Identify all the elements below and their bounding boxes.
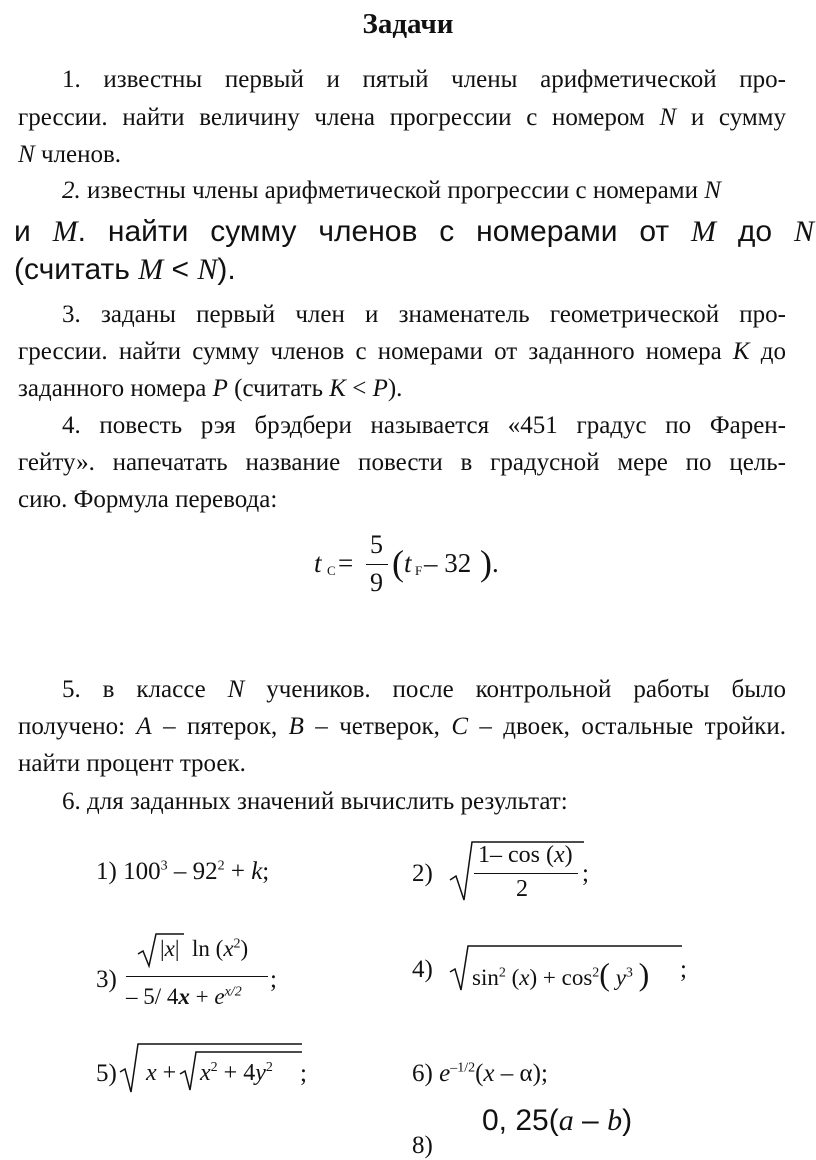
task-6-line-1: 6. для заданных значений вычислить результат: — [62, 788, 568, 815]
text: до — [749, 338, 786, 365]
task-1-line-2 — [18, 100, 786, 136]
fraction-bar — [366, 564, 388, 565]
var-k: k — [251, 858, 263, 885]
var-e: e — [439, 1060, 451, 1087]
label: 6) — [412, 1060, 433, 1087]
var-p: P — [212, 375, 228, 402]
task-3-line-1: 3. заданы первый член и знаменатель геометрической про- — [62, 301, 786, 328]
expression-3 — [96, 930, 296, 1020]
var-m: M — [691, 215, 717, 248]
var-n: N — [794, 215, 815, 248]
label: 8) — [412, 1132, 433, 1159]
task-4-line-1: 4. повесть рэя брэдбери называется «451 градус по Фарен- — [62, 412, 786, 439]
fraction-numerator: 0, 25(a – b) — [482, 1104, 633, 1137]
text: . найти сумму членов с номерами от — [77, 215, 692, 248]
text: < — [163, 253, 198, 286]
exponent: –1/2 — [450, 1060, 476, 1076]
text: ; — [262, 858, 270, 885]
fraction-denominator: 9 — [370, 568, 383, 597]
subscript-f: F — [415, 563, 423, 578]
text: членов. — [34, 141, 122, 168]
var-n: N — [18, 141, 35, 168]
text: до — [716, 215, 795, 248]
expression-6: 6) $e^{-1/2}(x - \alpha)$; — [412, 1060, 548, 1087]
task-2-line-3 — [14, 252, 236, 288]
label: 4) — [412, 956, 433, 983]
text: + — [224, 858, 252, 885]
text: < — [345, 375, 373, 402]
expression-5: 5) x + $x^2 + 4y^2$ ; — [96, 1040, 356, 1100]
task-1-line-1: 1. известны первый и пятый члены арифметической про- — [62, 66, 786, 93]
subscript-c: C — [327, 563, 336, 578]
var-m: M — [138, 253, 164, 286]
fraction-numerator: 1– cos (x) — [478, 842, 573, 868]
page-title: Задачи — [362, 8, 454, 40]
fraction-bar — [474, 873, 578, 874]
exponent: 2 — [217, 858, 225, 874]
inner-sum: $x^2 + 4y^2$ — [200, 1060, 273, 1086]
text: – пятерок, — [151, 713, 289, 740]
var-k: K — [732, 338, 750, 365]
task-4-line-3: сию. Формула перевода: — [18, 486, 278, 513]
text: 100 — [123, 858, 161, 885]
var-m: M — [52, 215, 78, 248]
celsius-formula — [314, 530, 514, 600]
task-5-line-1 — [62, 672, 786, 708]
var-x: x — [146, 1060, 157, 1086]
fraction-denominator: – 5/ $4x + e^{x/2}$ — [126, 984, 242, 1009]
text: – двоек, остальные тройки. — [468, 713, 786, 740]
task-3-line-2 — [18, 334, 786, 370]
fraction-bar — [126, 976, 268, 977]
text: и сумму — [676, 104, 787, 131]
text: ; — [680, 956, 687, 983]
text: и — [14, 215, 53, 248]
var-t: t — [314, 548, 322, 578]
text: ). — [387, 375, 403, 402]
expression-4 — [412, 944, 712, 1004]
task-1-line-3 — [18, 137, 121, 173]
var-n: N — [227, 676, 245, 703]
var-n: N — [659, 104, 677, 131]
task-4-line-2: гейту». напечатать название повести в градусной мере по цель- — [18, 449, 786, 476]
var-c: C — [451, 713, 469, 740]
var-n: N — [704, 177, 721, 204]
ln-term: $\ln (x^2)$ — [192, 936, 249, 961]
var-n: N — [197, 253, 218, 286]
task-number: 2. — [62, 177, 81, 204]
task-2-line-2 — [14, 214, 814, 250]
text: заданного номера — [18, 375, 213, 402]
text: учеников. после контрольной работы было — [244, 676, 786, 703]
expression-8 — [412, 1104, 672, 1159]
text: 5. в классе — [62, 676, 228, 703]
var-b: B — [288, 713, 304, 740]
trig-sum: $\sin^2 (x) + \cos^2$( $y^3$ ) — [472, 956, 650, 992]
var-k: K — [329, 375, 346, 402]
var-t: t — [404, 548, 412, 578]
paren-close: ) — [480, 543, 492, 583]
label: 5) — [96, 1060, 117, 1087]
text: . — [492, 548, 499, 578]
abs-x: |x| — [160, 936, 180, 961]
text: (считать — [227, 375, 330, 402]
label: 3) — [96, 966, 117, 993]
paren-open: ( — [392, 543, 404, 583]
text: – 92 — [167, 858, 218, 885]
text: известны члены арифметической прогрессии с номерами — [80, 177, 705, 204]
text: – четверок, — [303, 713, 452, 740]
var-x: x — [483, 1060, 495, 1087]
task-5-line-3: найти процент троек. — [18, 750, 246, 777]
text: – 32 — [424, 548, 472, 578]
label: 1) — [96, 858, 117, 885]
var-p: P — [372, 375, 388, 402]
fraction-denominator: 2 — [516, 876, 528, 902]
text: ). — [217, 253, 236, 286]
text: получено: — [18, 713, 137, 740]
task-5-line-2 — [18, 709, 786, 745]
task-3-line-3 — [18, 371, 402, 407]
text: (считать — [14, 253, 139, 286]
text: ; — [270, 966, 277, 993]
expression-2 — [412, 836, 612, 906]
equals-sign: = — [338, 548, 354, 578]
text: грессии. найти величину члена прогрессии с номером — [18, 104, 660, 131]
text: грессии. найти сумму членов с номерами от заданного номера — [18, 338, 733, 365]
expression-1 — [96, 858, 269, 886]
exponent: 3 — [160, 858, 168, 874]
text: ; — [300, 1060, 307, 1087]
task-2-line-1 — [62, 173, 721, 209]
var-a: A — [136, 713, 152, 740]
label: 2) — [412, 860, 433, 887]
fraction-numerator: 5 — [370, 530, 383, 559]
text: ; — [582, 860, 589, 887]
